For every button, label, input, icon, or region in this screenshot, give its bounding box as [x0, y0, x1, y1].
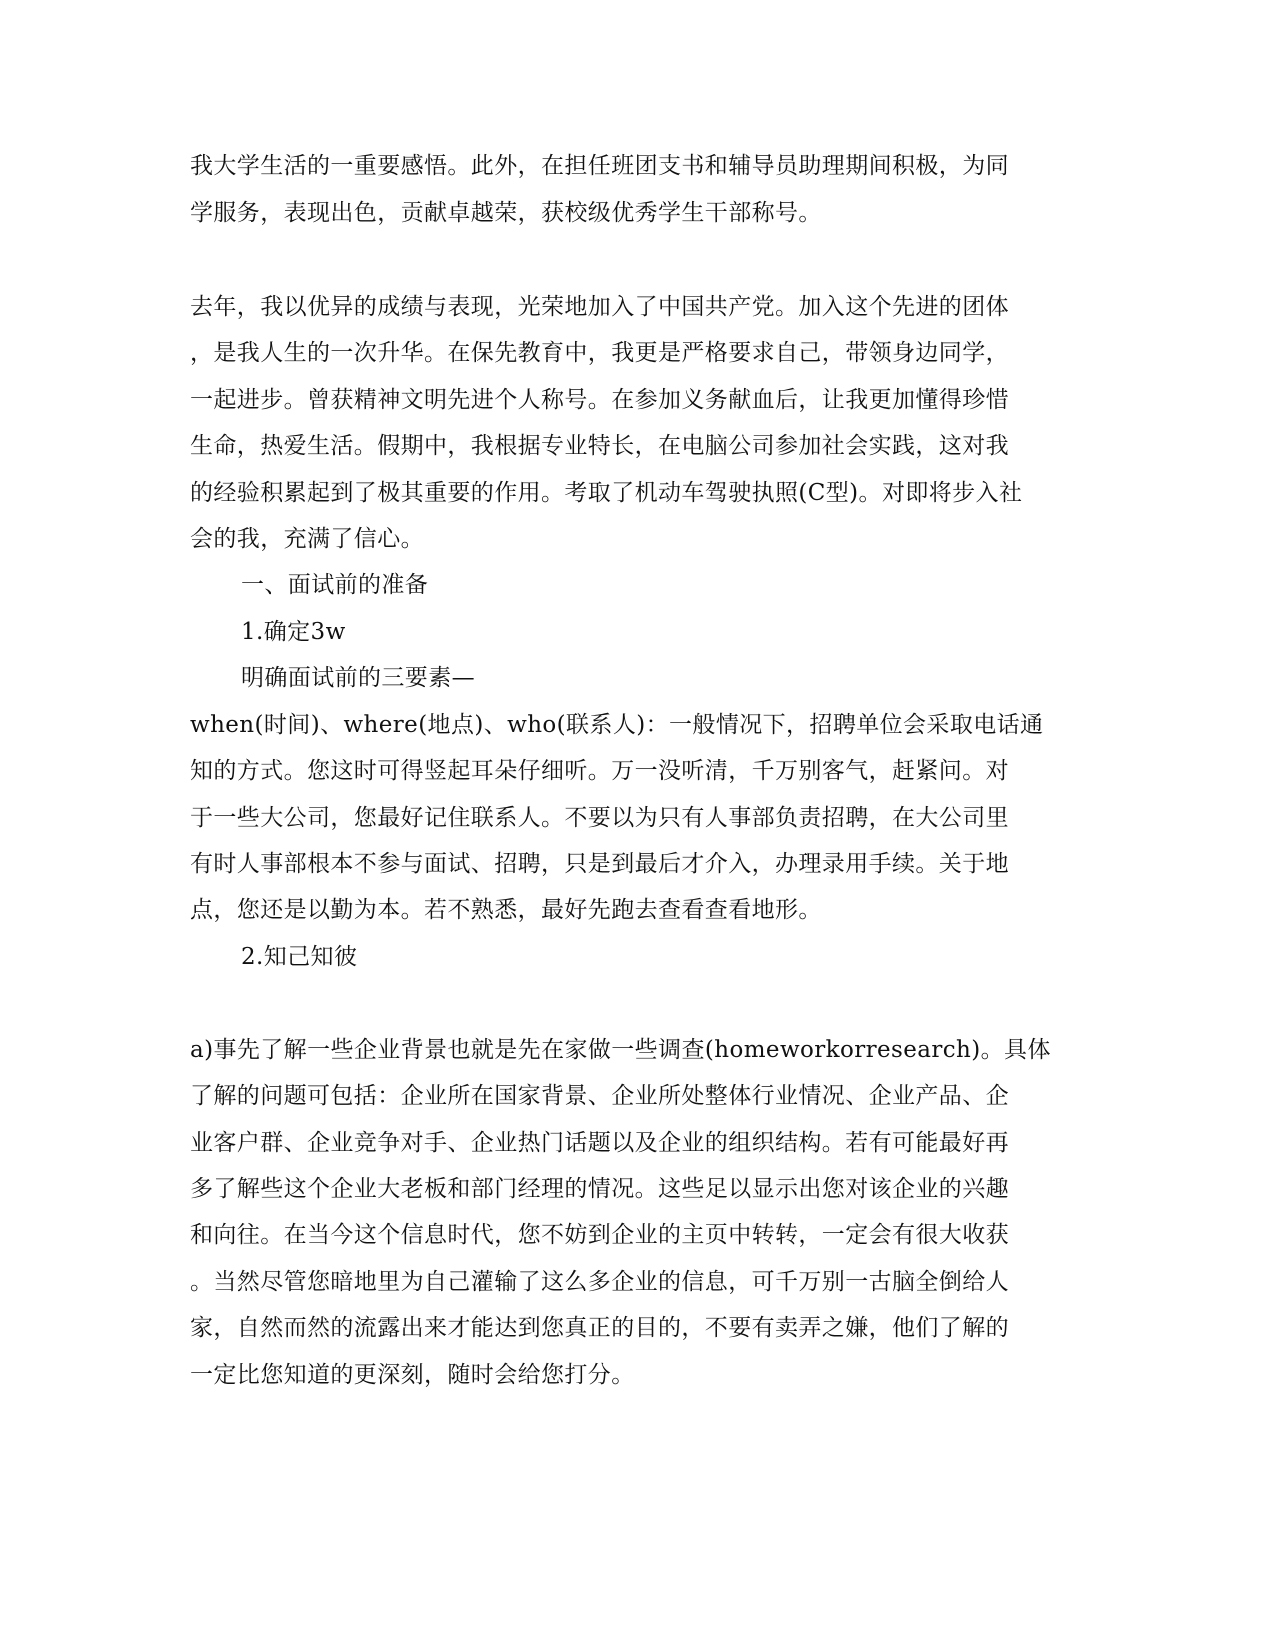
- text-line: 于一些大公司，您最好记住联系人。不要以为只有人事部负责招聘，在大公司里: [190, 805, 1009, 831]
- text-line: 多了解些这个企业大老板和部门经理的情况。这些足以显示出您对该企业的兴趣: [190, 1176, 1009, 1202]
- text-line: 一定比您知道的更深刻，随时会给您打分。: [190, 1362, 635, 1388]
- text-line: 和向往。在当今这个信息时代，您不妨到企业的主页中转转，一定会有很大收获: [190, 1222, 1009, 1248]
- text-line: 了解的问题可包括：企业所在国家背景、企业所处整体行业情况、企业产品、企: [190, 1083, 1009, 1109]
- text-line: 知的方式。您这时可得竖起耳朵仔细听。万一没听清，千万别客气，赶紧问。对: [190, 758, 1009, 784]
- text-line: 一起进步。曾获精神文明先进个人称号。在参加义务献血后，让我更加懂得珍惜: [190, 387, 1009, 413]
- section-heading: 一、面试前的准备: [241, 572, 429, 598]
- text-line: 明确面试前的三要素—: [241, 665, 475, 691]
- text-line: 会的我，充满了信心。: [190, 526, 424, 552]
- subsection-heading: 2.知己知彼: [241, 944, 358, 970]
- text-line: 生命，热爱生活。假期中，我根据专业特长，在电脑公司参加社会实践，这对我: [190, 433, 1009, 459]
- text-line: 家，自然而然的流露出来才能达到您真正的目的，不要有卖弄之嫌，他们了解的: [190, 1315, 1009, 1341]
- text-line: 业客户群、企业竞争对手、企业热门话题以及企业的组织结构。若有可能最好再: [190, 1130, 1009, 1156]
- text-line: 我大学生活的一重要感悟。此外，在担任班团支书和辅导员助理期间积极，为同: [190, 153, 1009, 179]
- text-line: 点，您还是以勤为本。若不熟悉，最好先跑去查看查看地形。: [190, 897, 822, 923]
- text-line: 。当然尽管您暗地里为自己灌输了这么多企业的信息，可千万别一古脑全倒给人: [190, 1269, 1009, 1295]
- text-line: ，是我人生的一次升华。在保先教育中，我更是严格要求自己，带领身边同学，: [190, 340, 1009, 366]
- text-line: when(时间)、where(地点)、who(联系人)：一般情况下，招聘单位会采取电话通: [190, 712, 1044, 738]
- text-line: 去年，我以优异的成绩与表现，光荣地加入了中国共产党。加入这个先进的团体: [190, 294, 1009, 320]
- text-line: 的经验积累起到了极其重要的作用。考取了机动车驾驶执照(C型)。对即将步入社: [190, 480, 1023, 506]
- text-line: 学服务，表现出色，贡献卓越荣，获校级优秀学生干部称号。: [190, 200, 822, 226]
- text-line: a)事先了解一些企业背景也就是先在家做一些调查(homeworkorresearch)。具体: [190, 1037, 1051, 1063]
- text-line: 有时人事部根本不参与面试、招聘，只是到最后才介入，办理录用手续。关于地: [190, 851, 1009, 877]
- subsection-heading: 1.确定3w: [241, 619, 346, 645]
